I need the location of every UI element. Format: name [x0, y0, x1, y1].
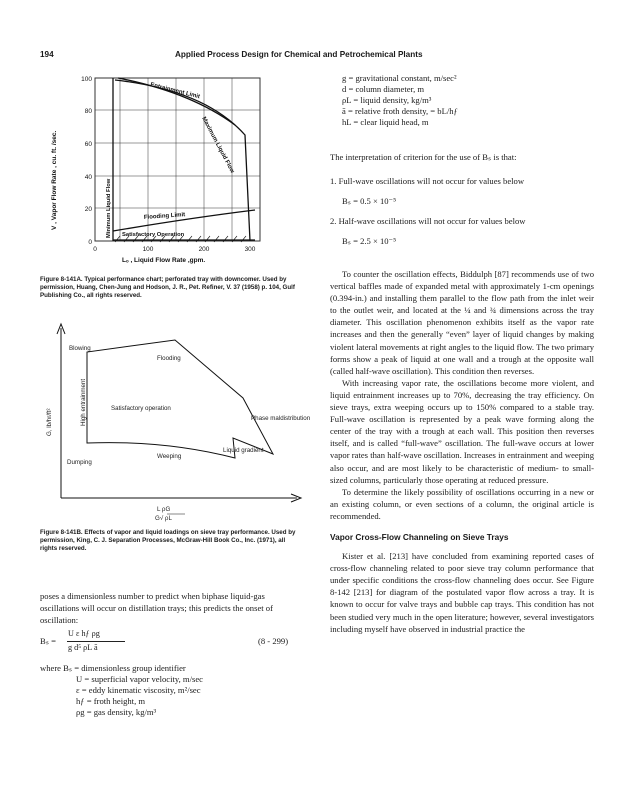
left-column-text — [40, 590, 302, 626]
fig-a-xtick: 100 — [142, 246, 154, 253]
fig-b-y-axis-label: G, lb/hr/ft² — [46, 408, 53, 436]
interpretation-text: The interpretation of criterion for the use of Bₛ is that: — [330, 152, 517, 162]
criterion-item-2: 2. Half-wave oscillations will not occur for values below — [330, 216, 526, 227]
where-item: hƒ = froth height, m — [76, 696, 146, 706]
fig-a-entrainment-label: Entrainment Limit — [149, 82, 201, 101]
fig-b-label-satisfactory: Satisfactory operation — [111, 405, 171, 412]
var-item: ā = relative froth density, = bL/hƒ — [342, 106, 458, 116]
fig-a-ytick: 80 — [84, 108, 92, 115]
paragraph-biddulph: To counter the oscillation effects, Biddulph [87] recommends use of two vertical baffles made of expanded metal with approximately 1-cm openings (0.394-in.) and installing them parallel to the flow path from the inlet weir to the outlet weir, and located at the ¼ and ¾ dimensions across the tray diameter. This oscillation phenomenon exhibits itself as the vapor rate increases and then the generally “even” layer of liquid changes by making violent lateral movements at right angles to the liquid flow. The two primary forms show a peak of liquid at one wall and a trough at the opposite wall (called half-wave oscillation). This condition then reverses. — [330, 269, 594, 376]
fig-a-xtick: 200 — [198, 246, 210, 253]
fig-a-flooding-label: Flooding Limit — [143, 212, 186, 221]
var-item: ρL = liquid density, kg/m³ — [342, 95, 432, 105]
fig-a-ytick: 100 — [81, 76, 92, 83]
fig-b-label-blowing: Blowing — [69, 345, 91, 352]
equation-fraction-bar — [67, 641, 125, 642]
fig-b-x-label-bottom: G√ ρL — [155, 515, 172, 522]
figure-8-141a — [40, 70, 285, 270]
fig-b-label-dumping: Dumping — [67, 459, 92, 466]
fig-a-x-axis-label: Lₒ , Liquid Flow Rate ,gpm. — [122, 257, 206, 264]
fig-a-ytick: 20 — [84, 206, 92, 213]
right-column-body — [330, 268, 594, 635]
intro-paragraph: poses a dimensionless number to predict when biphase liquid-gas oscillations will occur on distillation trays; this predicts the onset of oscillation: — [40, 591, 273, 626]
fig-a-satisfactory-label: Satisfactory Operation — [122, 232, 185, 238]
equation-lhs: Bₛ = — [40, 636, 56, 646]
criterion-value-1: Bₛ = 0.5 × 10⁻⁵ — [342, 196, 397, 207]
running-title: Applied Process Design for Chemical and Petrochemical Plants — [175, 50, 423, 59]
var-item: hL = clear liquid head, m — [342, 117, 429, 127]
paragraph-recommendation: To determine the likely possibility of oscillations occurring in a new or an existing column, or even sections of a column, the original article is recommended. — [330, 486, 594, 521]
fig-a-min-liquid-label: Minimum Liquid Flow — [106, 178, 112, 238]
section-heading: Vapor Cross-Flow Channeling on Sieve Trays — [330, 531, 509, 542]
figure-8-141b — [25, 318, 310, 523]
criterion-value-2: Bₛ = 2.5 × 10⁻⁵ — [342, 236, 397, 247]
figure-8-141a-caption: Figure 8-141A. Typical performance chart; perforated tray with downcomer. Used by permission, Huang, Chen-Jung and Hodson, J. R., Pet. Refiner, V. 37 (1958) p. 104, Gulf Publishing Co., all rights reserved. — [40, 276, 295, 299]
figure-8-141b-caption: Figure 8-141B. Effects of vapor and liquid loadings on sieve tray performance. Used by permission, King, C. J. Separation Processes, McGraw-Hill Book Co., Inc. (1971), all rights reserved. — [40, 529, 296, 552]
fig-b-x-label-top: L ρG — [157, 506, 171, 513]
page-number: 194 — [40, 50, 54, 59]
criterion-item-1: 1. Full-wave oscillations will not occur for values below — [330, 176, 525, 187]
equation-numerator: U ε hƒ ρg — [68, 629, 100, 638]
fig-a-max-liquid-label: Maximum Liquid Flow — [200, 116, 235, 175]
where-item: where Bₛ = dimensionless group identifier — [40, 663, 186, 673]
fig-b-label-weeping: Weeping — [157, 453, 182, 460]
fig-a-ytick: 40 — [84, 174, 92, 181]
fig-b-label-high-entrainment: High entrainment — [80, 378, 87, 426]
where-list — [40, 663, 302, 718]
equation-denominator: g d⁵ ρL ā — [68, 643, 98, 652]
fig-a-xtick: 300 — [244, 246, 256, 253]
where-item: ρg = gas density, kg/m³ — [76, 707, 157, 717]
fig-a-xtick: 0 — [93, 246, 97, 253]
paragraph-vapor-rate: With increasing vapor rate, the oscillations become more violent, and liquid entrainment increases up to 70%, decreasing the tray efficiency. On sieve trays, extra weeping occurs up to 150% compared to a stable tray. Full-wave oscillation is represented by a peak wave forming along the center of the tray with a trough at each wall. This position then reverses itself, and is called “full-wave” oscillation. The full-wave occurs at lower vapor rates than half-wave oscillation. Increases in entrainment and weeping also occur, and are most likely to be characteristic of medium- to small-sized columns, particularly those operating at reduced pressure. — [330, 377, 594, 485]
var-item: d = column diameter, m — [342, 84, 425, 94]
fig-a-y-axis-label: V , Vapor Flow Rate , cu. ft. /sec. — [51, 130, 58, 230]
where-item: ε = eddy kinematic viscosity, m²/sec — [76, 685, 201, 695]
equation-number: (8 - 299) — [258, 636, 289, 646]
fig-b-label-flooding: Flooding — [157, 355, 181, 362]
fig-b-label-phase-maldistribution: Phase maldistribution — [251, 415, 310, 422]
where-item: U = superficial vapor velocity, m/sec — [76, 674, 203, 684]
variable-definitions — [342, 73, 592, 128]
fig-a-ytick: 0 — [88, 239, 92, 246]
interpretation-block — [330, 151, 592, 247]
fig-b-label-liquid-gradient: Liquid gradient — [223, 447, 264, 454]
var-item: g = gravitational constant, m/sec² — [342, 73, 457, 83]
fig-a-ytick: 60 — [84, 141, 92, 148]
paragraph-kister: Kister et al. [213] have concluded from examining reported cases of cross-flow channeling related to poor sieve tray column performance that under specific conditions the cross-flow channeling does occur. See Figure 8-142 [213] for diagram of the postulated vapor flow across a tray. It is known to occur for valve trays and bubble cap trays. This condition has not been studied very much in the open literature; however, several investigators including myself have observed in industrial practice the — [330, 551, 594, 634]
